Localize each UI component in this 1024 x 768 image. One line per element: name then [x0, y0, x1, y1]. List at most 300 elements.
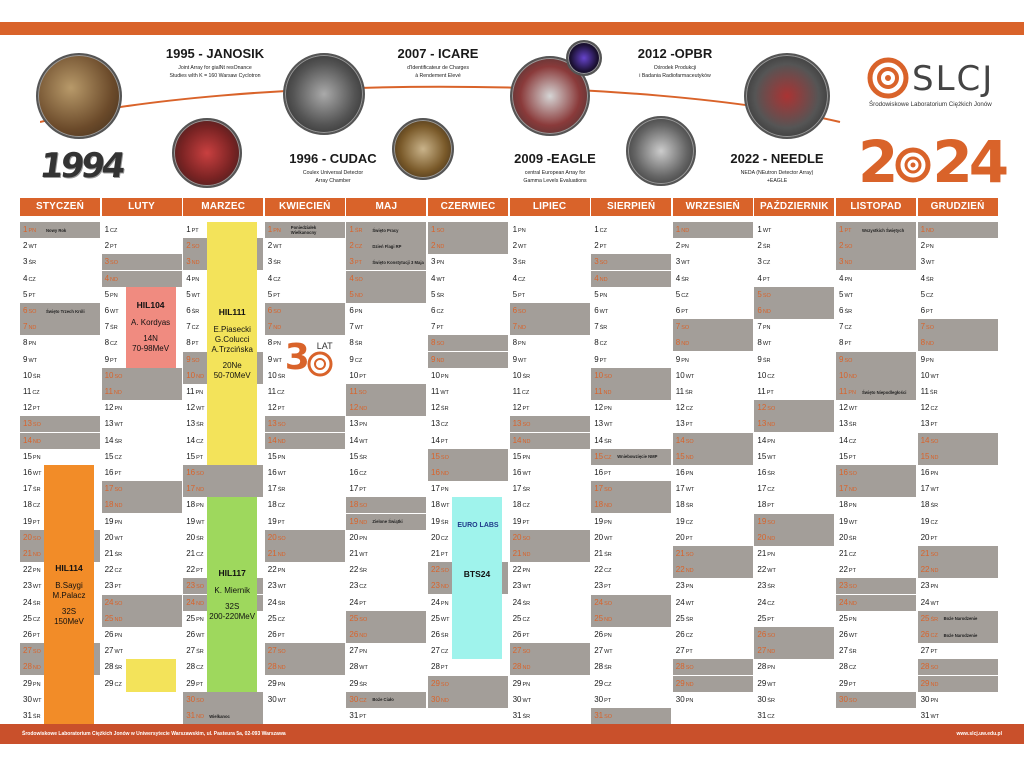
day-number: 17: [920, 484, 930, 494]
day-cell: [918, 692, 998, 708]
project-sub-icare: d'Identificateur de Charges à Rendement Elevé: [407, 65, 469, 79]
day-number: 9: [267, 354, 273, 364]
day-number: 9: [757, 354, 762, 364]
day-number: 27: [23, 646, 32, 656]
day-number: 26: [431, 630, 440, 639]
block-line: K. Miernik: [214, 585, 250, 595]
day-number: 12: [431, 403, 440, 413]
weekday-label: PT: [844, 228, 852, 234]
day-number: 11: [349, 387, 358, 396]
weekday-label: SO: [767, 519, 776, 526]
day-number: 20: [104, 532, 114, 542]
weekday-label: SO: [196, 471, 205, 477]
day-cell: [346, 676, 426, 692]
day-number: 24: [675, 597, 685, 607]
weekday-label: PT: [277, 633, 285, 639]
day-cell: [754, 465, 834, 481]
weekday-label: CZ: [273, 276, 281, 283]
day-cell: [265, 287, 345, 303]
block-title: BTS24: [463, 569, 491, 580]
day-number: 12: [267, 403, 277, 413]
holiday-note: Nowy Rok: [46, 227, 67, 233]
day-cell: [754, 546, 834, 562]
weekday-label: ŚR: [522, 714, 531, 720]
anniversary-30-lat: [284, 337, 345, 383]
day-cell: [20, 303, 100, 319]
photo-cudac-2: [283, 53, 365, 135]
day-number: 27: [349, 646, 359, 656]
weekday-label: ND: [277, 665, 286, 672]
day-number: 20: [23, 532, 32, 542]
weekday-label: ŚR: [440, 519, 449, 526]
day-number: 27: [186, 646, 196, 656]
weekday-label: ND: [767, 535, 776, 542]
day-cell: [510, 254, 590, 270]
day-number: 26: [839, 630, 848, 639]
day-number: 17: [594, 484, 604, 494]
day-cell: [918, 222, 998, 238]
day-cell: [510, 611, 590, 627]
weekday-label: ND: [848, 487, 857, 494]
day-number: 24: [23, 597, 32, 607]
day-cell: [428, 335, 508, 351]
day-number: 18: [349, 500, 359, 510]
weekday-label: ŚR: [767, 697, 775, 704]
day-number: 13: [675, 419, 685, 429]
weekday-label: ND: [685, 681, 694, 688]
day-number: 22: [839, 565, 848, 575]
weekday-label: WT: [359, 665, 368, 672]
day-number: 29: [757, 678, 767, 688]
day-cell: [591, 578, 671, 594]
day-cell: [510, 546, 590, 562]
weekday-label: PT: [762, 276, 770, 283]
weekday-label: ŚR: [599, 325, 608, 332]
day-cell: [510, 335, 590, 351]
day-cell: [591, 368, 671, 384]
day-number: 24: [594, 597, 604, 607]
weekday-label: ŚR: [359, 681, 367, 688]
day-cell: [918, 481, 998, 497]
weekday-label: PN: [440, 600, 449, 607]
project-title-eagle: 2009 -EAGLE: [514, 151, 596, 166]
day-cell: [510, 481, 590, 497]
day-number: 9: [104, 354, 110, 364]
block-line: 200-220MeV: [209, 611, 256, 621]
block-line: 32S: [225, 601, 240, 611]
block-line: B.Saygi: [55, 580, 83, 590]
weekday-label: PN: [685, 471, 694, 477]
holiday-note: Wniebowzięcie NMP: [617, 454, 658, 460]
day-cell: [102, 611, 182, 627]
day-number: 21: [186, 549, 196, 558]
weekday-label: WT: [191, 292, 201, 299]
weekday-label: CZ: [277, 616, 286, 623]
day-cell: [918, 254, 998, 270]
weekday-label: PT: [604, 584, 612, 591]
day-number: 27: [104, 646, 114, 656]
day-cell: [265, 384, 345, 400]
day-cell: [591, 303, 671, 319]
day-cell: [183, 465, 263, 481]
weekday-label: SO: [762, 292, 771, 299]
weekday-label: ND: [110, 276, 118, 283]
weekday-label: PT: [32, 633, 40, 639]
day-number: 17: [757, 484, 767, 494]
day-number: 15: [594, 451, 604, 461]
day-number: 18: [23, 500, 32, 510]
day-number: 1: [23, 225, 28, 234]
day-cell: [346, 416, 426, 432]
weekday-label: WT: [604, 535, 613, 542]
day-number: 9: [349, 354, 354, 364]
weekday-label: SO: [926, 325, 934, 332]
day-number: 5: [512, 289, 518, 299]
day-number: 23: [267, 581, 277, 591]
day-number: 27: [675, 646, 685, 656]
weekday-label: ŚR: [522, 600, 531, 607]
weekday-label: ND: [32, 552, 41, 558]
year-2024-24: 24: [932, 128, 1006, 196]
day-number: 11: [594, 387, 603, 396]
weekday-label: WT: [844, 292, 854, 299]
weekday-label: WT: [273, 357, 282, 364]
day-cell: [754, 238, 834, 254]
day-number: 16: [594, 468, 604, 477]
day-number: 15: [267, 451, 277, 461]
day-number: 6: [23, 306, 28, 315]
day-cell: [346, 514, 426, 530]
day-number: 2: [186, 241, 191, 251]
day-number: 2: [431, 241, 436, 251]
day-cell: [754, 659, 834, 675]
project-title-icare: 2007 - ICARE: [397, 46, 479, 61]
day-number: 31: [594, 711, 604, 720]
day-cell: [20, 449, 100, 465]
experiment-block-hil117: [207, 497, 257, 691]
weekday-label: CZ: [926, 292, 934, 299]
day-number: 13: [839, 419, 848, 429]
day-number: 20: [920, 532, 930, 542]
day-number: 14: [839, 435, 848, 445]
day-cell: [102, 384, 182, 400]
project-sub-janosik: Joint Array for gialNt resOnance Studies wIth K = 160 Warsaw Cyclotron: [169, 65, 261, 79]
weekday-label: ND: [32, 665, 41, 672]
day-cell: [346, 271, 426, 287]
weekday-label: CZ: [599, 228, 607, 234]
weekday-label: ŚR: [191, 309, 200, 315]
day-number: 30: [675, 694, 685, 704]
day-cell: [754, 384, 834, 400]
weekday-label: SO: [440, 568, 449, 575]
day-number: 10: [104, 370, 114, 380]
day-number: 24: [839, 597, 848, 607]
weekday-label: CZ: [114, 568, 122, 575]
day-cell: [346, 546, 426, 562]
weekday-label: PN: [930, 697, 939, 704]
weekday-label: WT: [359, 552, 368, 558]
day-number: 29: [675, 678, 685, 688]
weekday-label: WT: [518, 357, 527, 364]
weekday-label: ŚR: [604, 552, 612, 558]
weekday-label: CZ: [277, 503, 286, 510]
day-number: 30: [186, 694, 196, 704]
day-number: 1: [920, 225, 926, 234]
weekday-label: SO: [767, 406, 776, 413]
holiday-note: Boże Narodzenie: [943, 632, 978, 638]
day-number: 13: [594, 419, 604, 429]
weekday-label: PN: [848, 390, 856, 396]
day-number: 5: [104, 289, 110, 299]
weekday-label: WT: [273, 244, 282, 251]
weekday-label: ŚR: [114, 438, 123, 445]
day-number: 14: [349, 435, 359, 445]
day-number: 11: [512, 387, 521, 396]
weekday-label: ŚR: [32, 373, 41, 380]
weekday-label: WT: [604, 422, 613, 429]
day-cell: [346, 400, 426, 416]
weekday-label: PT: [354, 260, 362, 267]
day-cell: [836, 595, 916, 611]
day-cell: [102, 449, 182, 465]
day-number: 8: [594, 338, 599, 348]
block-title: HIL117: [218, 567, 246, 578]
day-cell: [265, 465, 345, 481]
block-line: G.Colucci: [214, 334, 250, 344]
day-number: 19: [104, 516, 114, 526]
day-cell: [918, 465, 998, 481]
day-cell: [836, 659, 916, 675]
weekday-label: PT: [599, 357, 607, 364]
day-number: 17: [839, 484, 848, 494]
day-number: 3: [512, 257, 518, 267]
day-cell: [102, 643, 182, 659]
weekday-label: ŚR: [196, 535, 204, 542]
day-cell: [510, 643, 590, 659]
weekday-label: ND: [844, 260, 853, 267]
day-cell: [673, 514, 753, 530]
day-number: 11: [267, 387, 277, 396]
day-cell: [20, 238, 100, 254]
day-number: 26: [349, 630, 359, 639]
day-cell: [510, 578, 590, 594]
weekday-label: ŚR: [32, 487, 41, 494]
weekday-label: PN: [32, 454, 41, 461]
weekday-label: SO: [191, 244, 200, 251]
month-header: LUTY: [102, 198, 182, 216]
day-cell: [673, 287, 753, 303]
weekday-label: CZ: [440, 535, 449, 542]
month-header: WRZESIEŃ: [673, 198, 753, 216]
day-number: 26: [594, 630, 604, 639]
weekday-label: WT: [685, 600, 695, 607]
weekday-label: PN: [196, 616, 204, 623]
weekday-label: CZ: [32, 503, 41, 510]
day-cell: [428, 368, 508, 384]
weekday-label: CZ: [930, 633, 938, 639]
day-number: 15: [512, 451, 522, 461]
weekday-label: CZ: [191, 325, 199, 332]
day-cell: [102, 465, 182, 481]
weekday-label: SO: [604, 714, 613, 720]
weekday-label: WT: [767, 568, 776, 575]
day-number: 26: [23, 630, 32, 639]
day-number: 13: [104, 419, 114, 429]
day-number: 5: [594, 289, 599, 299]
weekday-label: WT: [440, 390, 449, 396]
day-number: 1: [431, 225, 436, 234]
day-number: 12: [757, 403, 767, 413]
day-number: 1: [104, 225, 110, 234]
day-number: 9: [675, 354, 681, 364]
weekday-label: PN: [767, 665, 775, 672]
day-cell: [510, 659, 590, 675]
day-number: 30: [431, 694, 440, 704]
weekday-label: ŚR: [110, 325, 118, 332]
weekday-label: PT: [196, 454, 204, 461]
weekday-label: WT: [762, 341, 772, 348]
weekday-label: WT: [32, 471, 42, 477]
weekday-label: CZ: [196, 665, 204, 672]
weekday-label: ŚR: [440, 633, 449, 639]
day-number: 10: [186, 370, 196, 380]
weekday-label: ND: [599, 276, 608, 283]
day-number: 5: [757, 289, 762, 299]
day-cell: [265, 319, 345, 335]
day-cell: [428, 222, 508, 238]
top-color-bar: [0, 22, 1024, 35]
day-number: 27: [757, 646, 767, 656]
day-number: 29: [267, 678, 277, 688]
month-header: KWIECIEŃ: [265, 198, 345, 216]
day-cell: [183, 708, 263, 724]
footer-website[interactable]: www.slcj.uw.edu.pl: [956, 731, 1002, 737]
day-cell: [102, 497, 182, 513]
day-cell: [918, 530, 998, 546]
day-cell: [428, 254, 508, 270]
day-number: 26: [267, 630, 277, 639]
day-cell: [754, 481, 834, 497]
weekday-label: SO: [114, 373, 123, 380]
day-number: 21: [23, 549, 32, 558]
day-cell: [346, 368, 426, 384]
day-number: 1: [839, 225, 844, 234]
day-number: 17: [267, 484, 277, 494]
weekday-label: SO: [844, 357, 853, 364]
day-number: 13: [23, 419, 32, 429]
weekday-label: PN: [359, 649, 367, 656]
day-cell: [265, 497, 345, 513]
day-cell: [346, 335, 426, 351]
weekday-label: ŚR: [28, 260, 37, 267]
day-cell: [346, 254, 426, 270]
day-number: 3: [349, 257, 354, 267]
day-number: 22: [186, 565, 196, 575]
day-cell: [673, 611, 753, 627]
day-cell: [428, 400, 508, 416]
day-number: 15: [757, 451, 767, 461]
day-cell: [428, 352, 508, 368]
day-number: 11: [839, 387, 848, 396]
weekday-label: PT: [110, 244, 118, 251]
day-cell: [918, 611, 998, 627]
day-cell: [346, 497, 426, 513]
weekday-label: ŚR: [436, 292, 445, 299]
day-cell: [183, 692, 263, 708]
day-cell: [102, 416, 182, 432]
weekday-label: ŚR: [930, 503, 939, 510]
day-number: 25: [757, 613, 767, 623]
weekday-label: ND: [28, 325, 37, 332]
day-cell: [102, 271, 182, 287]
day-number: 9: [839, 354, 844, 364]
day-cell: [836, 530, 916, 546]
weekday-label: PT: [848, 454, 856, 461]
weekday-label: ŚR: [196, 422, 204, 429]
day-number: 26: [186, 630, 196, 639]
day-number: 29: [186, 678, 196, 688]
weekday-label: PN: [436, 260, 445, 267]
weekday-label: SO: [354, 276, 363, 283]
weekday-label: ŚR: [926, 276, 934, 283]
month-header: GRUDZIEŃ: [918, 198, 998, 216]
day-number: 7: [186, 322, 191, 332]
day-number: 18: [512, 500, 522, 510]
day-number: 10: [267, 370, 277, 380]
day-cell: [591, 659, 671, 675]
weekday-label: ND: [848, 373, 857, 380]
weekday-label: PT: [359, 487, 367, 494]
weekday-label: CZ: [767, 373, 775, 380]
weekday-label: PN: [28, 228, 37, 234]
day-number: 17: [349, 484, 359, 494]
weekday-label: PN: [767, 552, 775, 558]
day-number: 19: [267, 516, 277, 526]
day-cell: [673, 578, 753, 594]
day-cell: [102, 481, 182, 497]
weekday-label: CZ: [685, 633, 694, 639]
day-cell: [754, 271, 834, 287]
weekday-label: PN: [930, 471, 939, 477]
day-cell: [265, 611, 345, 627]
day-cell: [346, 384, 426, 400]
day-number: 12: [675, 403, 685, 413]
day-cell: [591, 416, 671, 432]
weekday-label: WT: [277, 697, 287, 704]
weekday-label: PN: [440, 487, 449, 494]
project-sub-opbr: Ośrodek Produkcji i Badania Radiofarmaceutyków: [639, 65, 711, 79]
day-cell: [836, 352, 916, 368]
block-line: A.Trzcińska: [211, 344, 253, 354]
day-cell: [265, 400, 345, 416]
weekday-label: SO: [277, 649, 286, 656]
day-number: 17: [431, 484, 440, 494]
holiday-note: Święto Konstytucji 3 Maja: [372, 259, 424, 265]
day-number: 20: [594, 532, 604, 542]
day-number: 4: [104, 273, 110, 283]
day-number: 23: [920, 581, 930, 591]
day-number: 21: [104, 549, 114, 558]
weekday-label: ND: [681, 228, 690, 234]
day-cell: [673, 627, 753, 643]
day-number: 17: [675, 484, 685, 494]
day-number: 25: [186, 613, 196, 623]
day-number: 25: [512, 613, 522, 623]
weekday-label: WT: [196, 633, 205, 639]
weekday-label: PT: [273, 292, 281, 299]
day-number: 30: [594, 694, 604, 704]
day-cell: [265, 692, 345, 708]
